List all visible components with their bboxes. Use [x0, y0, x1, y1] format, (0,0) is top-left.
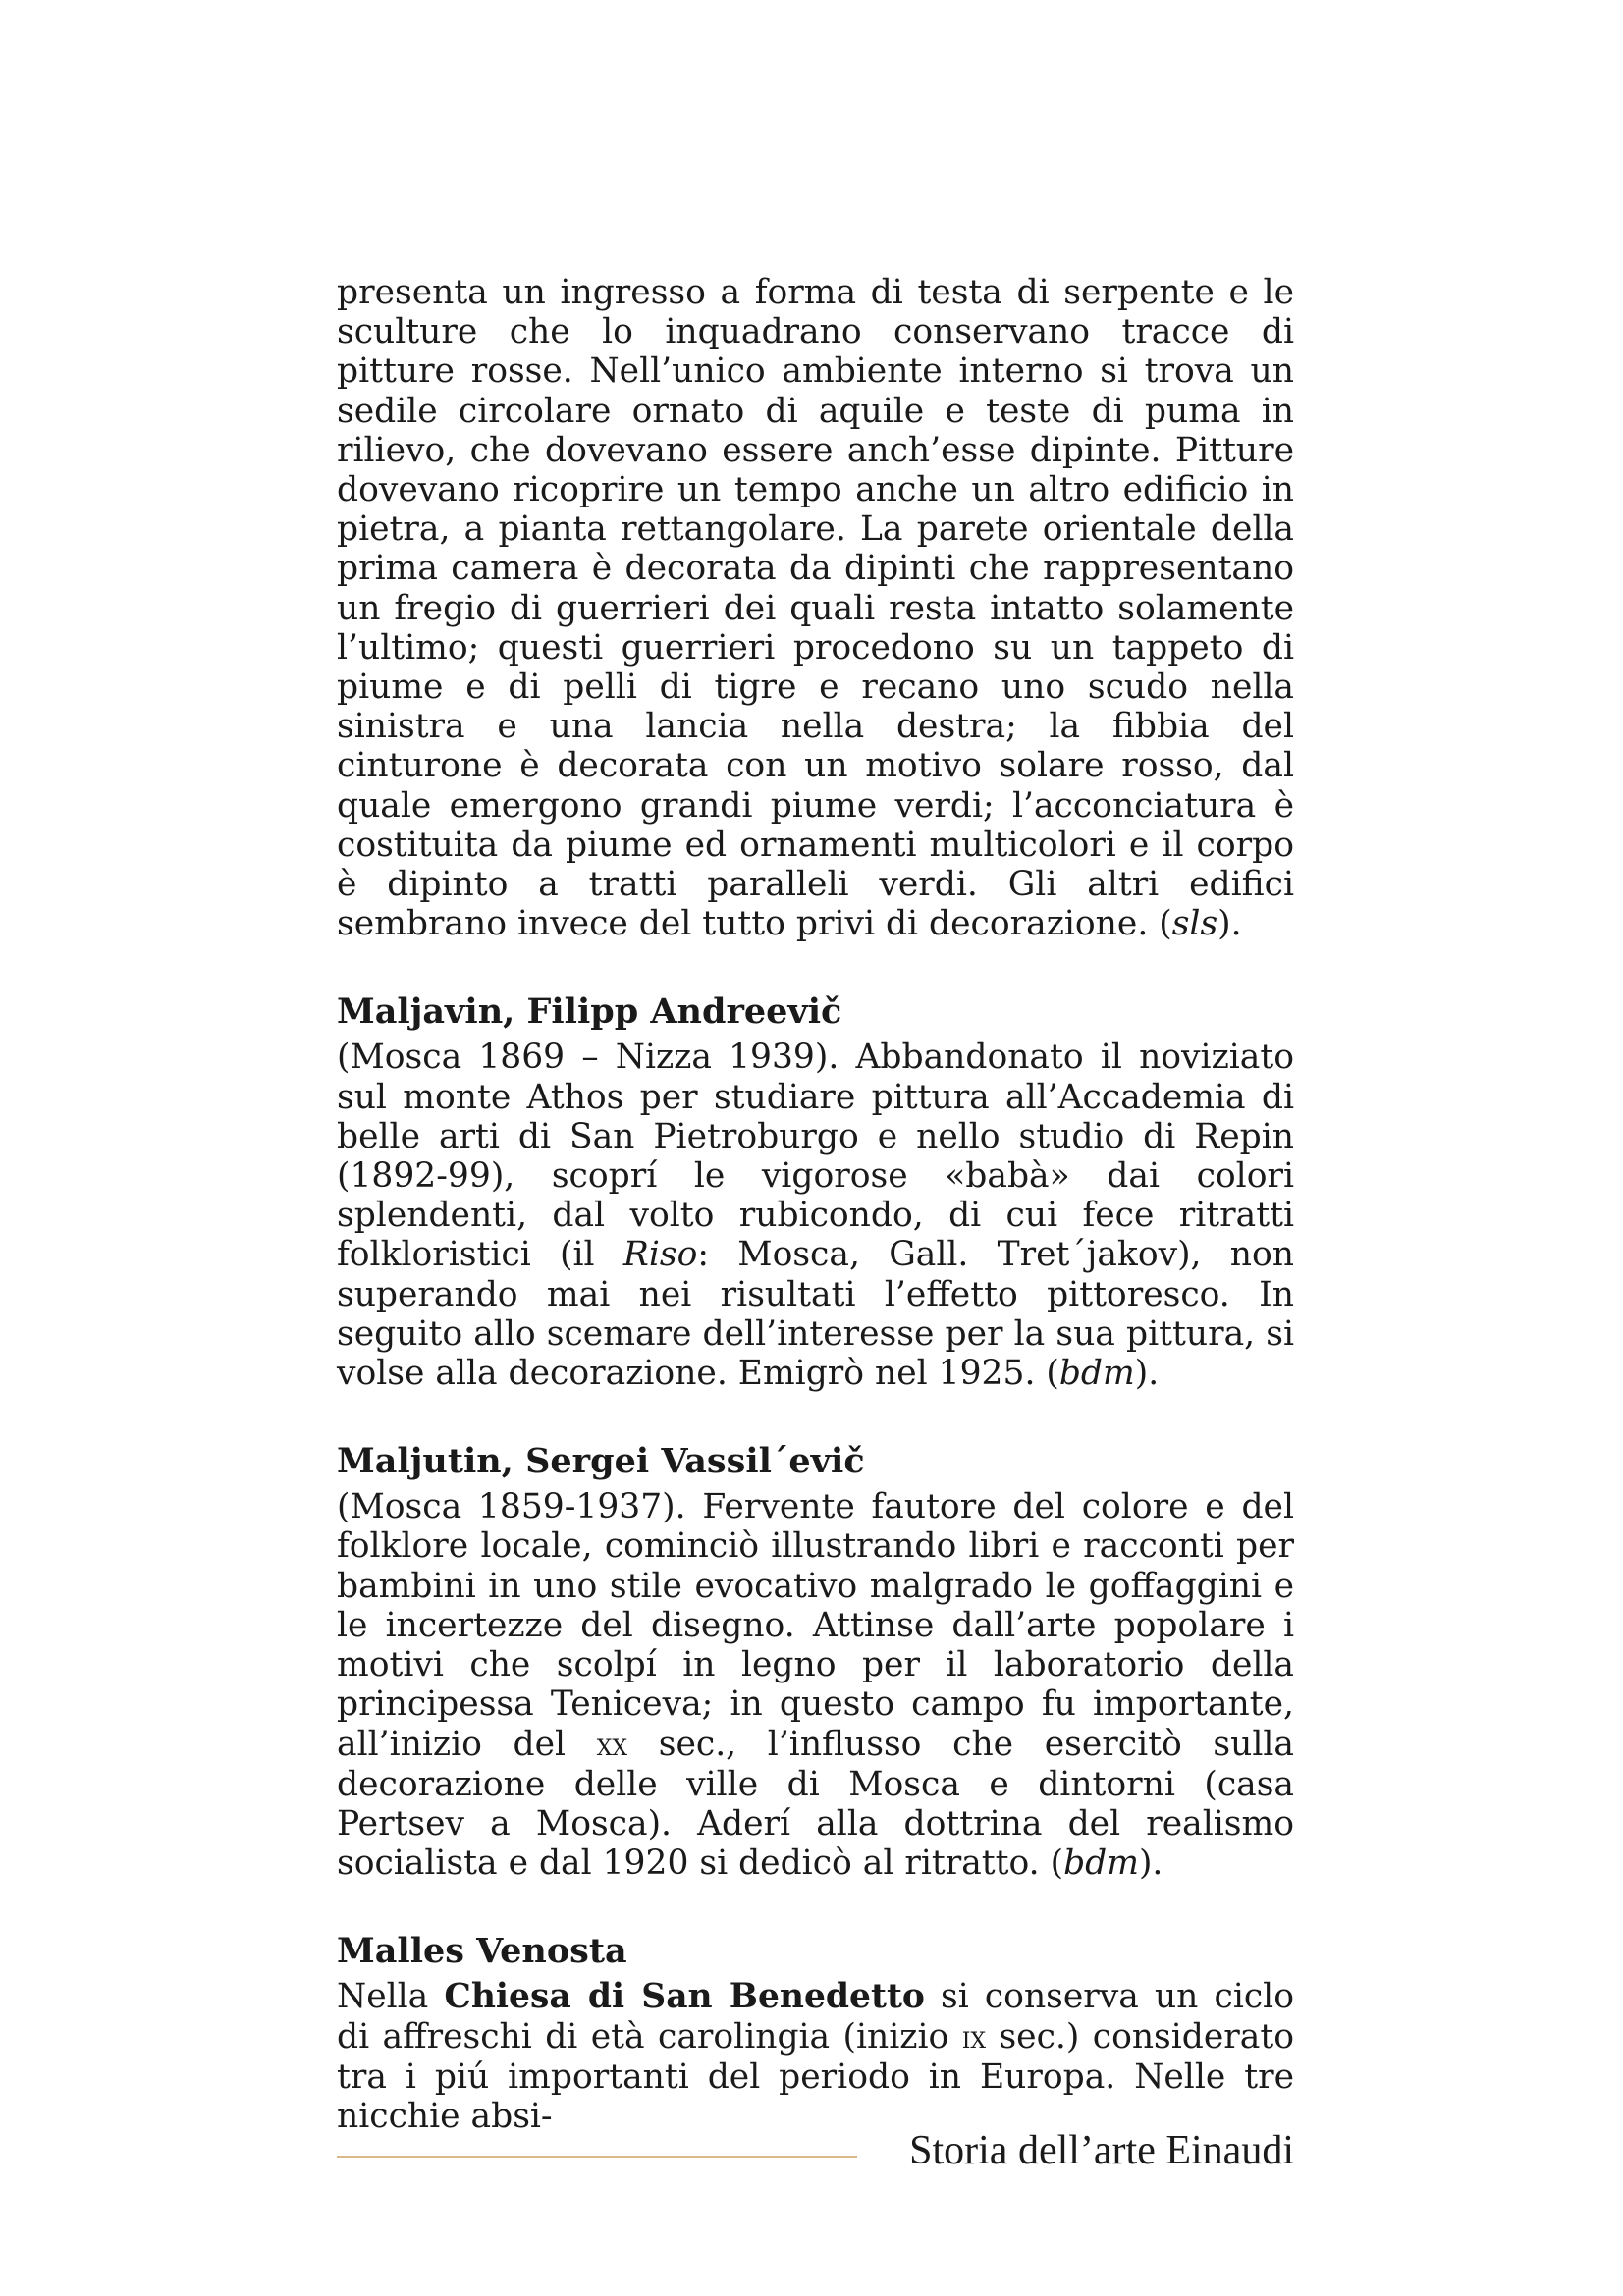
entry-text: [337, 1977, 1294, 2136]
footer-rule: [337, 2156, 857, 2158]
century-numeral: xx: [596, 1727, 628, 1763]
place-name: Chiesa di San Benedetto: [444, 1977, 925, 2017]
entry-maljutin: [337, 1442, 1294, 1883]
entry-text-part: (Mosca 1859-1937). Fervente fautore del colore e del folklore locale, cominciò illustrando libri e racconti per bambini in uno stile evocativo malgrado le goffaggini e le incertezze del disegno. Attinse dall’arte popolare i motivi che scolpí in legno per il laboratorio della principessa Teniceva; in questo campo fu importante, all’inizio del: [337, 1487, 1294, 1764]
entry-text: [337, 1038, 1294, 1393]
century-numeral: ix: [961, 2019, 987, 2056]
intro-paragraph: [337, 273, 1294, 943]
work-title: Riso: [622, 1235, 698, 1275]
page-footer: [337, 2125, 1294, 2184]
intro-author: sls: [1171, 904, 1218, 944]
entry-close: ).: [1138, 1843, 1163, 1884]
entry-text-part: : Mosca, Gall. Tret´jakov), non superando mai nei risultati l’effetto pittoresco. In seguito allo scemare dell’interesse per la sua pittura, si volse alla decorazione. Emigrò nel 1925. (: [337, 1235, 1295, 1394]
entry-text: [337, 1487, 1294, 1883]
entry-text-part: Nella: [337, 1977, 445, 2017]
entry-title: Maljavin, Filipp Andreevič: [337, 991, 842, 1033]
entry-text-part: sec., l’influsso che esercitò sulla decorazione delle ville di Mosca e dintorni (casa Pertsev a Mosca). Aderí alla dottrina del realismo socialista e dal 1920 si dedicò al ritratto. (: [337, 1724, 1294, 1884]
entry-text-part: (Mosca 1869 – Nizza 1939). Abbandonato il noviziato sul monte Athos per studiare pittura all’Accademia di belle arti di San Pietroburgo e nello studio di Repin (1892-99), scoprí le vigorose «babà» dai colori splendenti, dal volto rubicondo, di cui fece ritratti folkloristici (il: [337, 1038, 1294, 1275]
page-body: [337, 273, 1294, 2136]
entry-close: ).: [1134, 1354, 1160, 1394]
entry-text-part: si conserva un ciclo di affreschi di età carolingia (inizio: [337, 1977, 1294, 2056]
entry-author: bdm: [1058, 1354, 1135, 1394]
entry-text-part: sec.) considerato tra i piú importanti del periodo in Europa. Nelle tre nicchie absi-: [337, 2016, 1294, 2136]
entry-malles-venosta: [337, 1932, 1294, 2136]
entry-title: Malles Venosta: [337, 1931, 627, 1972]
intro-close: ).: [1217, 904, 1242, 944]
entry-title: Maljutin, Sergei Vassil´evič: [337, 1441, 865, 1482]
entry-maljavin: [337, 992, 1294, 1393]
entry-author: bdm: [1063, 1843, 1139, 1884]
footer-title: Storia dell’arte Einaudi: [909, 2128, 1294, 2173]
intro-text: presenta un ingresso a forma di testa di serpente e le sculture che lo inquadrano conservano tracce di pitture rosse. Nell’unico ambiente interno si trova un sedile circolare ornato di aquile e teste di puma in rilievo, che dovevano essere anch’esse dipinte. Pitture dovevano ricoprire un tempo anche un altro edificio in pietra, a pianta rettangolare. La parete orientale della prima camera è decorata da dipinti che rappresentano un fregio di guerrieri dei quali resta intatto solamente l’ultimo; questi guerrieri procedono su un tappeto di piume e di pelli di tigre e recano uno scudo nella sinistra e una lancia nella destra; la fibbia del cinturone è decorata con un motivo solare rosso, dal quale emergono grandi piume verdi; l’acconciatura è costituita da piume ed ornamenti multicolori e il corpo è dipinto a tratti paralleli verdi. Gli altri edifici sembrano invece del tutto privi di decorazione. (: [337, 273, 1294, 944]
